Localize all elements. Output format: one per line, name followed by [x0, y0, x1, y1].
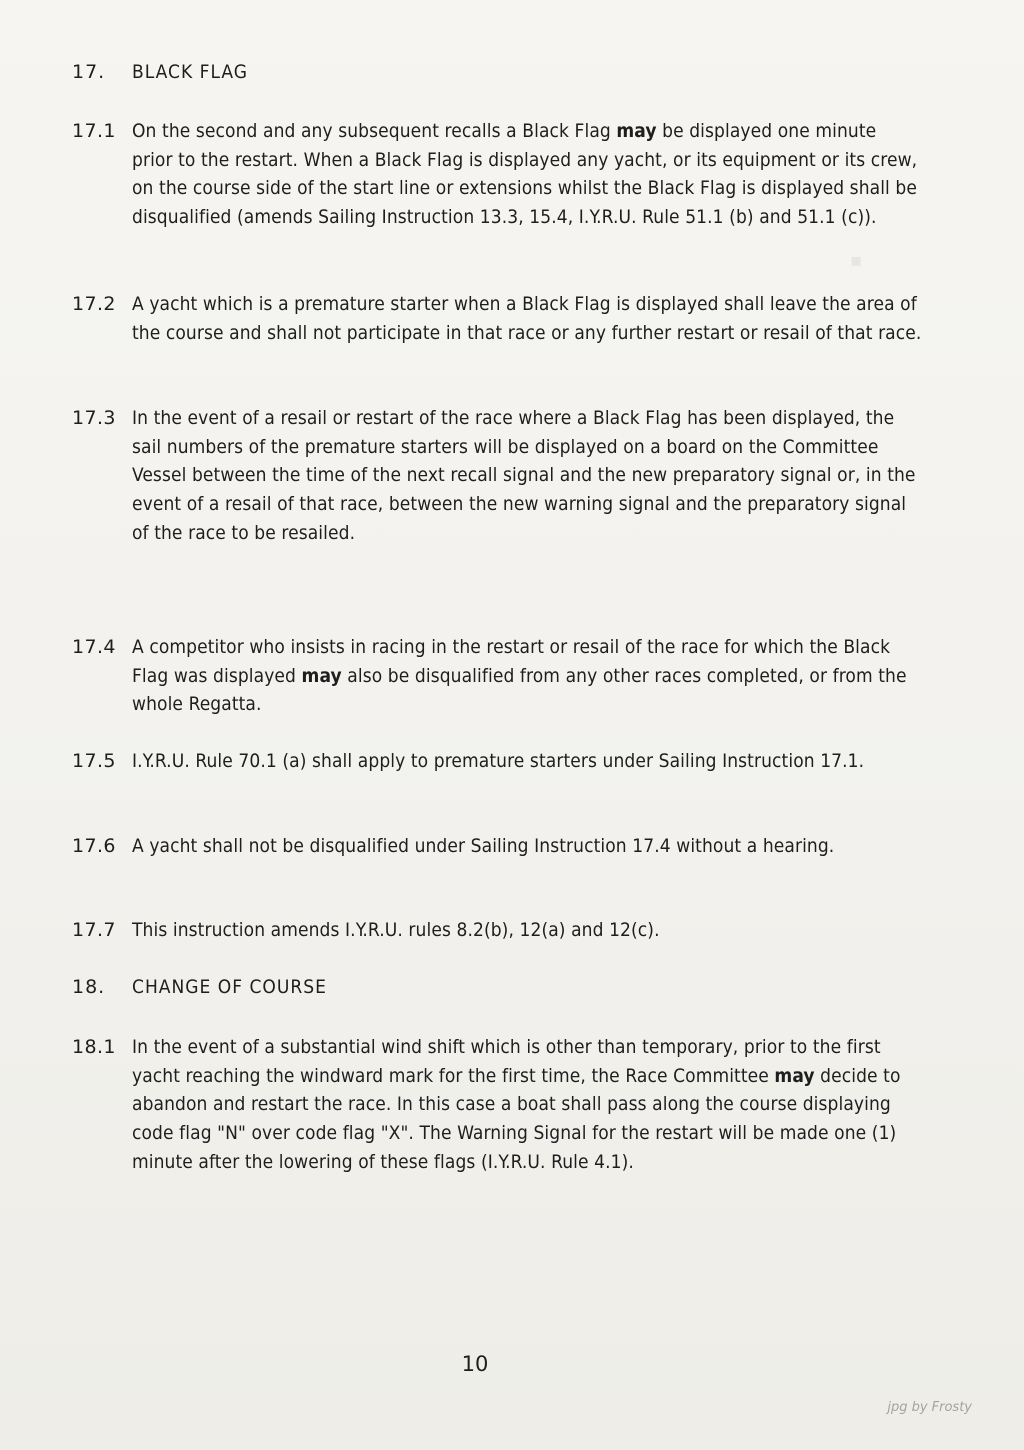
- clause-text: A yacht shall not be disqualified under Sailing Instruction 17.4 without a hearing.: [132, 835, 835, 857]
- clause-18-1: [72, 1033, 922, 1177]
- bleed-through-mark: ▪: [850, 250, 863, 271]
- clause-number: 18.1: [72, 1036, 116, 1058]
- section-number: 17.: [72, 61, 106, 83]
- clause-text: This instruction amends I.Y.R.U. rules 8.2(b), 12(a) and 12(c).: [132, 919, 660, 941]
- clause-number: 17.5: [72, 750, 116, 772]
- clause-17-1: [72, 117, 922, 232]
- clause-number: 17.1: [72, 120, 116, 142]
- clause-17-7: [72, 916, 922, 945]
- clause-text: A yacht which is a premature starter when a Black Flag is displayed shall leave the area of the course and shall not participate in that race or any further restart or resail of that race.: [132, 293, 922, 344]
- section-heading-17: [72, 58, 922, 87]
- clause-text: In the event of a substantial wind shift which is other than temporary, prior to the first yacht reaching the windward mark for the first time, the Race Committee may decide to abandon and restart the race. In this case a boat shall pass along the course displaying code flag "N" over code flag "X". The Warning Signal for the restart will be made one (1) minute after the lowering of these flags (I.Y.R.U. Rule 4.1).: [132, 1036, 901, 1173]
- scan-credit: jpg by Frosty: [887, 1400, 972, 1415]
- clause-number: 17.3: [72, 407, 116, 429]
- clause-17-6: [72, 832, 922, 861]
- clause-number: 17.6: [72, 835, 116, 857]
- section-title: CHANGE OF COURSE: [132, 976, 327, 998]
- page-number: 10: [461, 1352, 489, 1376]
- clause-number: 17.4: [72, 636, 116, 658]
- clause-text: In the event of a resail or restart of the race where a Black Flag has been displayed, the sail numbers of the premature starters will be displayed on a board on the Committee Vessel between the time of the next recall signal and the new preparatory signal or, in the event of a resail of that race, between the new warning signal and the preparatory signal of the race to be resailed.: [132, 407, 916, 544]
- clause-17-3: [72, 404, 922, 548]
- clause-text: A competitor who insists in racing in the restart or resail of the race for which the Black Flag was displayed may also be disqualified from any other races completed, or from the whole Regatta.: [132, 636, 907, 716]
- emphasis-may: may: [774, 1064, 815, 1087]
- emphasis-may: may: [301, 664, 342, 687]
- clause-number: 17.2: [72, 293, 116, 315]
- clause-text: On the second and any subsequent recalls a Black Flag may be displayed one minute prior to the restart. When a Black Flag is displayed any yacht, or its equipment or its crew, on the course side of the start line or extensions whilst the Black Flag is displayed shall be disqualified (amends Sailing Instruction 13.3, 15.4, I.Y.R.U. Rule 51.1 (b) and 51.1 (c)).: [132, 120, 918, 229]
- clause-number: 17.7: [72, 919, 116, 941]
- clause-17-2: [72, 290, 922, 347]
- clause-text: I.Y.R.U. Rule 70.1 (a) shall apply to premature starters under Sailing Instruction 17.1.: [132, 750, 865, 772]
- clause-17-4: [72, 633, 922, 719]
- emphasis-may: may: [616, 120, 657, 142]
- section-number: 18.: [72, 976, 106, 998]
- clause-17-5: [72, 747, 922, 776]
- section-heading-18: [72, 973, 922, 1002]
- section-title: BLACK FLAG: [132, 61, 249, 83]
